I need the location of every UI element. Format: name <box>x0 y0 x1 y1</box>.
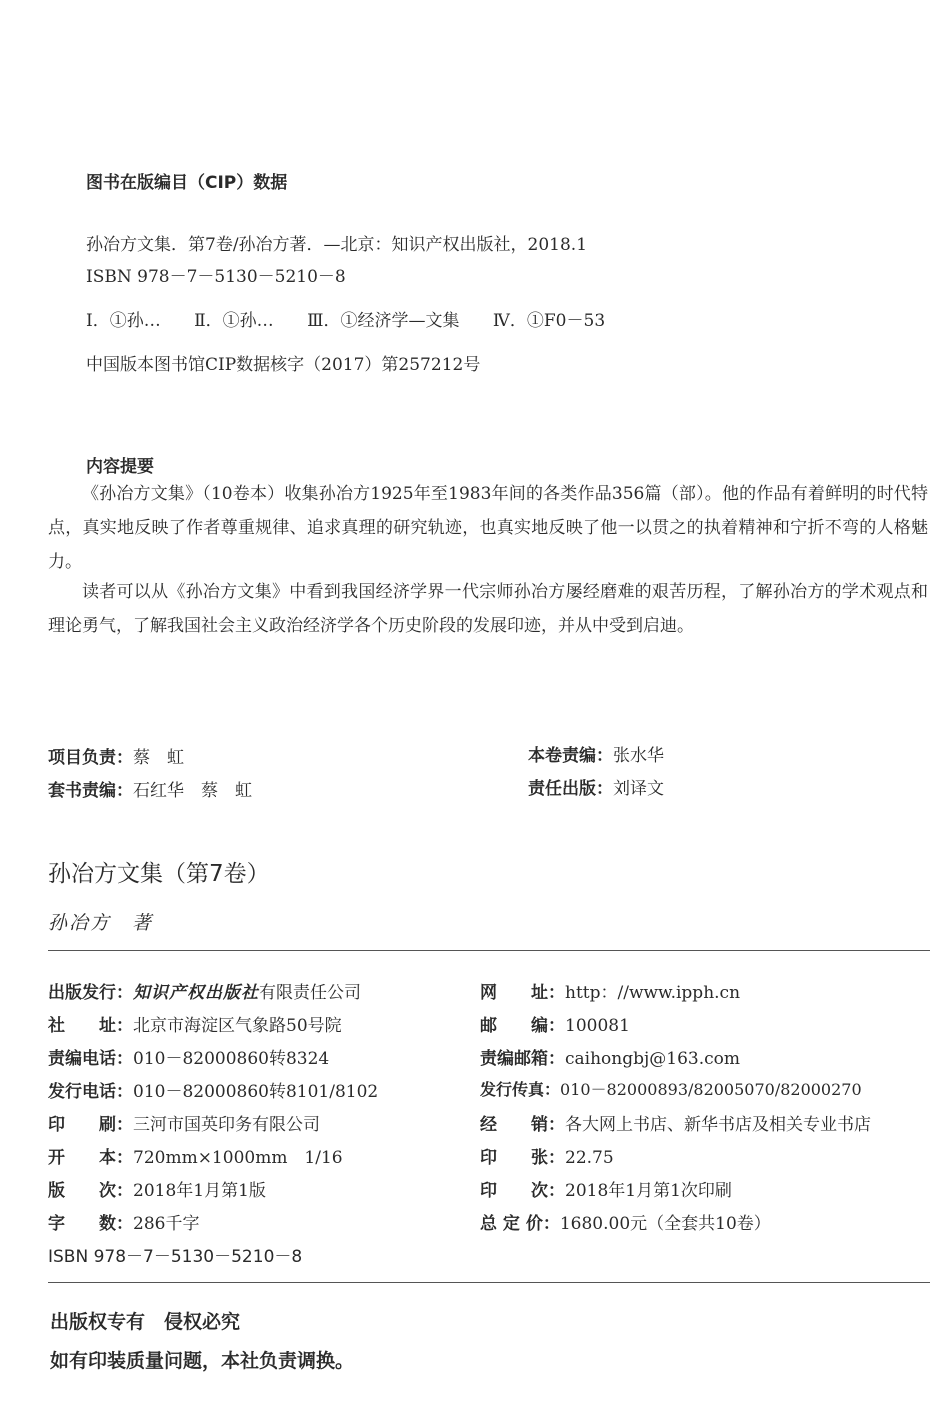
edit-phone-label: 责编电话： <box>48 1049 133 1069</box>
sales-label: 经 销： <box>480 1115 565 1135</box>
imprint-edition <box>48 1176 266 1201</box>
edition-value: 2018年1月第1版 <box>133 1181 266 1201</box>
publisher-suffix: 有限责任公司 <box>259 983 361 1003</box>
price-label: 总 定 价： <box>480 1214 560 1234</box>
word-count-label: 字 数： <box>48 1214 133 1234</box>
address-value: 北京市海淀区气象路50号院 <box>133 1016 342 1036</box>
address-label: 社 址： <box>48 1016 133 1036</box>
imprint-printing <box>480 1176 732 1201</box>
printing-label: 印 次： <box>480 1181 565 1201</box>
postcode-label: 邮 编： <box>480 1016 565 1036</box>
replacement-notice: 如有印装质量问题，本社负责调换。 <box>50 1350 355 1372</box>
price-value: 1680.00元（全套共10卷） <box>559 1214 771 1234</box>
website-label: 网 址： <box>480 983 565 1003</box>
imprint-sales <box>480 1110 871 1135</box>
email-label: 责编邮箱： <box>480 1049 565 1069</box>
book-title: 孙冶方文集（第7卷） <box>48 861 270 887</box>
summary-paragraph-1: 《孙冶方文集》（10卷本）收集孙冶方1925年至1983年间的各类作品356篇（部）。他的作品有着鲜明的时代特点，真实地反映了作者尊重规律、追求真理的研究轨迹，也真实地反映了他一以贯之的执着精神和宁折不弯的人格魅力。 <box>48 484 928 572</box>
cip-classification <box>86 306 633 331</box>
cip-number: 中国版本图书馆CIP数据核字（2017）第257212号 <box>86 355 481 375</box>
cip-class-2: Ⅱ．①孙… <box>194 311 274 331</box>
fax-value: 010－82000893/82005070/82000270 <box>560 1080 862 1099</box>
imprint-fax <box>480 1077 862 1100</box>
dist-phone-value: 010－82000860转8101/8102 <box>133 1082 379 1102</box>
series-editor-label: 套书责编： <box>48 781 133 801</box>
divider-bottom <box>48 1282 930 1283</box>
email-value: caihongbj@163.com <box>565 1049 740 1069</box>
printer-value: 三河市国英印务有限公司 <box>133 1115 320 1135</box>
volume-editor-value: 张水华 <box>613 746 664 766</box>
imprint-address <box>48 1011 342 1036</box>
imprint-word-count <box>48 1209 199 1234</box>
fax-label: 发行传真： <box>480 1080 561 1099</box>
dist-phone-label: 发行电话： <box>48 1082 133 1102</box>
project-lead-label: 项目负责： <box>48 748 133 768</box>
imprint-publisher <box>48 978 361 1003</box>
sheets-label: 印 张： <box>480 1148 565 1168</box>
publisher-label: 出版发行： <box>48 983 133 1003</box>
imprint-postcode <box>480 1011 630 1036</box>
format-label: 开 本： <box>48 1148 133 1168</box>
series-editor-value: 石红华 蔡 虹 <box>133 781 252 801</box>
production-editor-label: 责任出版： <box>528 779 613 799</box>
imprint-sheets <box>480 1143 614 1168</box>
summary-heading: 内容提要 <box>86 457 154 477</box>
production-editor <box>528 774 664 799</box>
imprint-website <box>480 978 740 1003</box>
cip-class-3: Ⅲ．①经济学—文集 <box>307 311 460 331</box>
divider-top <box>48 950 930 951</box>
imprint-format <box>48 1143 343 1168</box>
imprint-printer <box>48 1110 320 1135</box>
project-lead <box>48 743 184 768</box>
cip-class-1: Ⅰ．①孙… <box>86 311 161 331</box>
project-lead-value: 蔡 虹 <box>133 748 184 768</box>
imprint-dist-phone <box>48 1077 378 1102</box>
cip-heading: 图书在版编目（CIP）数据 <box>86 173 288 193</box>
sheets-value: 22.75 <box>565 1148 614 1168</box>
series-editor <box>48 776 252 801</box>
cip-record-line: 孙冶方文集．第7卷/孙冶方著．—北京：知识产权出版社，2018.1 <box>86 235 588 255</box>
word-count-value: 286千字 <box>133 1214 200 1234</box>
imprint-email <box>480 1044 740 1069</box>
copyright-notice: 出版权专有 侵权必究 <box>50 1311 241 1333</box>
volume-editor-label: 本卷责编： <box>528 746 613 766</box>
volume-editor <box>528 741 664 766</box>
format-value: 720mm×1000mm 1/16 <box>133 1148 343 1168</box>
imprint-isbn: ISBN 978－7－5130－5210－8 <box>48 1247 303 1267</box>
printing-value: 2018年1月第1次印刷 <box>565 1181 732 1201</box>
sales-value: 各大网上书店、新华书店及相关专业书店 <box>565 1115 871 1135</box>
summary-paragraph-2: 读者可以从《孙冶方文集》中看到我国经济学界一代宗师孙冶方屡经磨难的艰苦历程，了解孙冶方的学术观点和理论勇气，了解我国社会主义政治经济学各个历史阶段的发展印迹，并从中受到启迪。 <box>48 582 928 636</box>
edition-label: 版 次： <box>48 1181 133 1201</box>
cip-isbn-line: ISBN 978－7－5130－5210－8 <box>86 267 346 287</box>
postcode-value: 100081 <box>565 1016 630 1036</box>
imprint-edit-phone <box>48 1044 329 1069</box>
cip-class-4: Ⅳ．①F0－53 <box>492 311 606 331</box>
edit-phone-value: 010－82000860转8324 <box>133 1049 330 1069</box>
publisher-logo-text: 知识产权出版社 <box>133 983 259 1003</box>
production-editor-value: 刘译文 <box>613 779 664 799</box>
printer-label: 印 刷： <box>48 1115 133 1135</box>
imprint-price <box>480 1209 771 1234</box>
website-value: http：//www.ipph.cn <box>565 983 741 1003</box>
book-author: 孙冶方 著 <box>48 912 154 934</box>
